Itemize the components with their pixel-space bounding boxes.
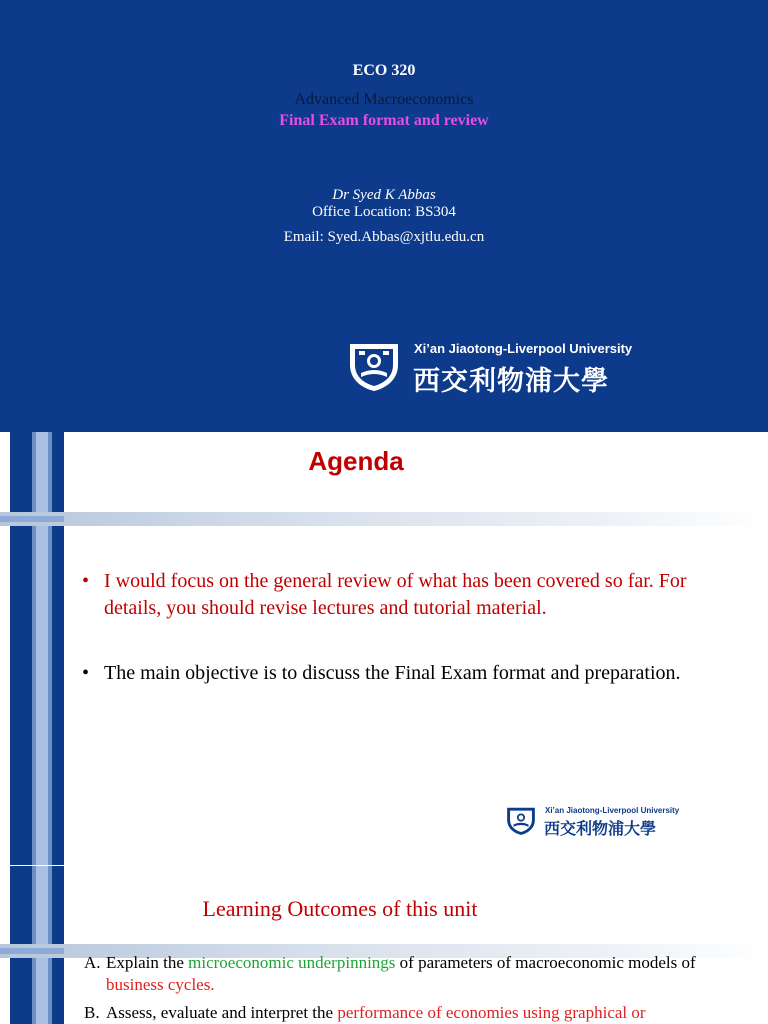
agenda-title: Agenda (308, 446, 404, 476)
university-logo-small (505, 806, 720, 838)
course-code: ECO 320 (352, 62, 416, 79)
learning-outcome-b (84, 1002, 754, 1024)
bullet-text: I would focus on the general review of what has been covered so far. For details, you should revise lectures and tutorial material. (104, 570, 687, 619)
lecturer-name: Dr Syed K Abbas (332, 187, 436, 203)
agenda-bullet-2 (82, 660, 742, 687)
logo-chinese-name: 西交利物浦大學 (544, 819, 657, 838)
outcome-highlight: microeconomic underpinnings (188, 953, 396, 972)
lecture-topic: Final Exam format and review (279, 112, 489, 129)
university-logo (347, 341, 707, 397)
agenda-slide (0, 432, 768, 865)
bullet-icon: • (82, 570, 90, 592)
outcome-letter: A. (84, 953, 101, 972)
office-location: Office Location: BS304 (312, 204, 456, 220)
slide-side-decoration (0, 432, 64, 865)
learning-outcomes-slide (0, 866, 768, 1024)
course-subtitle: Advanced Macroeconomics (294, 91, 474, 108)
learning-outcome-a (84, 952, 754, 996)
outcome-text: of parameters of macroeconomic models of (395, 953, 696, 972)
learning-outcomes-title: Learning Outcomes of this unit (202, 896, 478, 921)
logo-chinese-name: 西交利物浦大學 (413, 366, 609, 397)
university-shield-icon (505, 806, 537, 836)
outcome-highlight: business cycles. (106, 975, 215, 994)
title-slide (0, 0, 768, 432)
outcome-highlight: performance of economies using graphical or (337, 1003, 646, 1022)
university-shield-icon (347, 341, 401, 393)
bullet-text: The main objective is to discuss the Final Exam format and preparation. (104, 662, 681, 684)
logo-english-name: Xi’an Jiaotong-Liverpool University (414, 341, 633, 356)
bullet-icon: • (82, 662, 90, 684)
outcome-text: Assess, evaluate and interpret the (106, 1003, 338, 1022)
logo-english-name: Xi’an Jiaotong-Liverpool University (545, 806, 680, 815)
lecturer-email: Email: Syed.Abbas@xjtlu.edu.cn (283, 229, 485, 245)
slide-header-bar (0, 512, 768, 526)
outcome-letter: B. (84, 1003, 100, 1022)
outcome-text: Explain the (106, 953, 189, 972)
agenda-bullet-1 (82, 568, 742, 622)
